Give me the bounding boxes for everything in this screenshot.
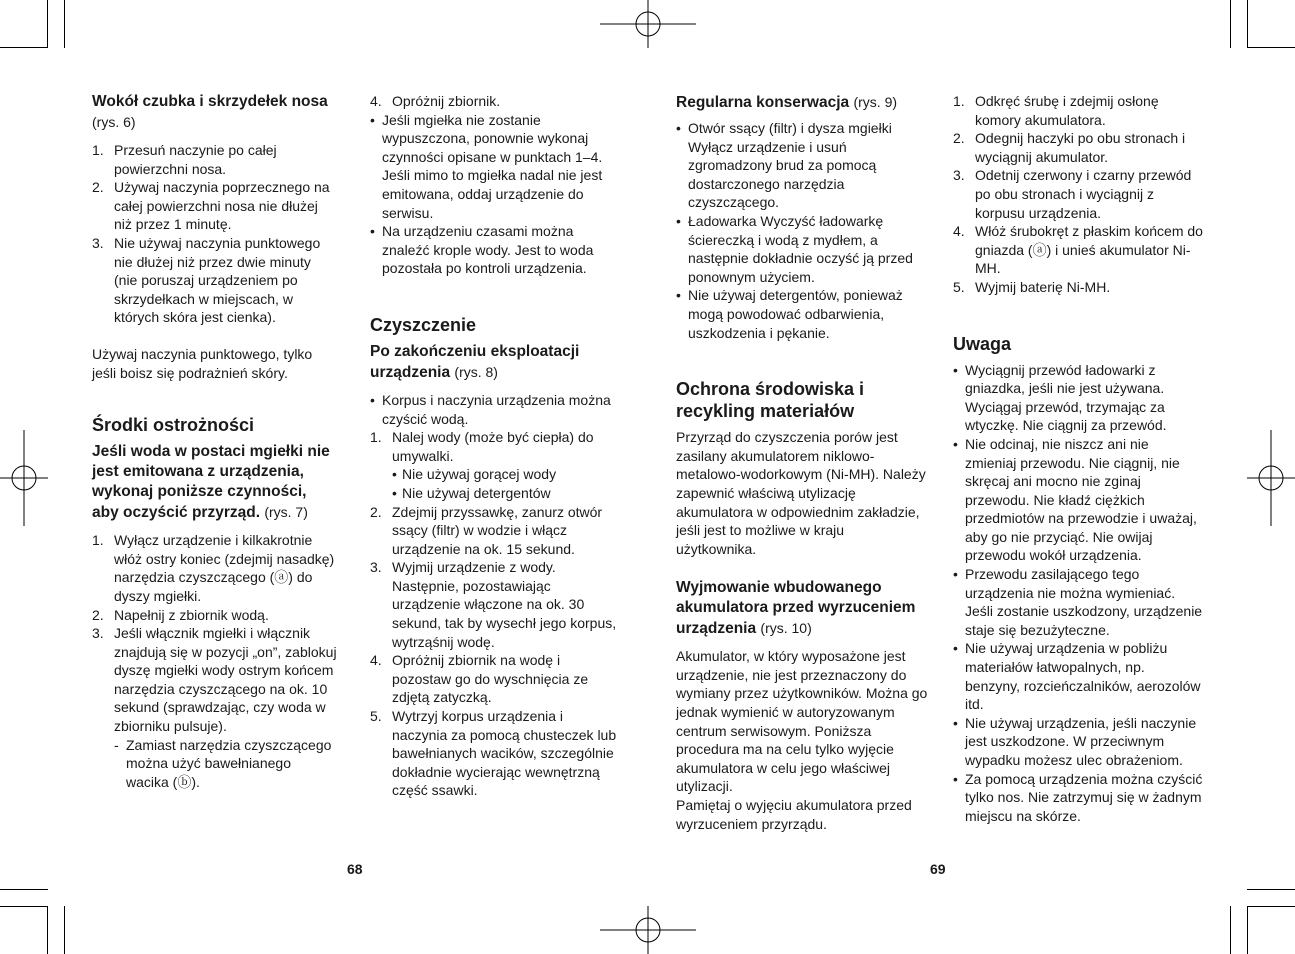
registration-mark-left: [0, 430, 48, 526]
list-item: 1. Wyłącz urządzenie i kilkakrotnie włóż ostry koniec (zdejmij nasadkę) narzędzia czyszczącego (ⓐ) do dyszy mgiełki.: [92, 532, 335, 604]
maintenance-bullets: [676, 119, 928, 342]
list-item: 2. Napełnij z zbiornik wodą.: [92, 606, 269, 623]
list-item: 3. Odetnij czerwony i czarny przewód po obu stronach i wyciągnij z korpusu urządzenia.: [953, 167, 1192, 221]
list-item: 3. Jeśli włącznik mgiełki i włącznik znajdują się w pozycji „on”, zablokuj dyszę mgiełki wody ostrym końcem narzędzia czyszczącego na ok. 10 sekund (sprawdzając, czy woda w zbiorniku pulsuje). - Zamiast narzędzia czyszczącego można użyć bawełnianego wacika (ⓑ).: [92, 625, 337, 790]
list-item: • Nie używaj urządzenia, jeśli naczynie jest uszkodzone. W przeciwnym wypadku możesz ulec obrażeniom.: [953, 714, 1197, 768]
registration-mark-right: [1247, 430, 1295, 526]
column-1: [92, 92, 337, 791]
page-number-right: 69: [930, 861, 946, 877]
list-item: - Zamiast narzędzia czyszczącego można użyć bawełnianego wacika (ⓑ).: [114, 736, 332, 790]
section-maintenance-title: Regularna konserwacja (rys. 9): [676, 94, 898, 111]
section-warning-title: Uwaga: [953, 333, 1012, 354]
section-cleaning-title: Czyszczenie: [370, 314, 477, 335]
list-item: 5. Wytrzyj korpus urządzenia i naczynia za pomocą chusteczek lub bawełnianych wacików, szczególnie dokładnie wycierając wewnętrzną część ssawki.: [370, 708, 617, 799]
environment-text: Przyrząd do czyszczenia porów jest zasilany akumulatorem niklowo-metalowo-wodorkowym (Ni-MH). Należy zapewnić właściwą utylizację akumulatora w odpowiednim zakładzie, jeśli jest to możliwe w kraju użytkownika.: [676, 429, 926, 557]
list-item: • Nie używaj detergentów: [392, 484, 551, 501]
sub-list: [392, 465, 622, 502]
page-number-left: 68: [347, 861, 363, 877]
column-3: [676, 92, 928, 833]
list-item: • Na urządzeniu czasami można znaleźć krople wody. Jest to woda pozostała po kontroli urządzenia.: [370, 223, 594, 277]
cleaning-bullets: [370, 391, 622, 428]
list-item: 4. Opróżnij zbiornik.: [370, 93, 501, 109]
column-2: [370, 92, 622, 800]
nose-steps: [92, 141, 337, 327]
list-item: 2. Zdejmij przyssawkę, zanurz otwór ssący (filtr) w wodzie i włącz urządzenie na ok. 15 sekund.: [370, 503, 603, 557]
section-environment-title: Ochrona środowiska i recykling materiałów: [676, 379, 865, 422]
precautions-steps-cont: [370, 92, 622, 111]
warning-bullets: [953, 361, 1203, 826]
list-item: • Za pomocą urządzenia można czyścić tylko nos. Nie zatrzymuj się w żadnym miejscu na skórze.: [953, 770, 1203, 824]
precautions-steps: [92, 531, 337, 791]
list-item: • Przewodu zasilającego tego urządzenia nie można wymieniać. Jeśli zostanie uszkodzony, urządzenie staje się bezużyteczne.: [953, 566, 1203, 638]
list-item: • Nie używaj urządzenia w pobliżu materiałów łatwopalnych, np. benzyny, rozcieńczalników, aerozolów itd.: [953, 640, 1201, 713]
column-4: [953, 92, 1203, 825]
list-item: • Korpus i naczynia urządzenia można czyścić wodą.: [370, 391, 611, 427]
registration-mark-top: [600, 0, 696, 48]
list-item: • Nie odcinaj, nie niszcz ani nie zmieniaj przewodu. Nie ciągnij, nie skręcaj ani mocno nie zginaj przewodu. Nie kładź ciężkich przedmiotów na przewodzie i uważaj, aby go nie przyciąć. Nie owijaj przewodu wokół urządzenia.: [953, 435, 1197, 564]
dash-list: [114, 736, 337, 792]
list-item: • Jeśli mgiełka nie zostanie wypuszczona, ponownie wykonaj czynności opisane w punktach 1–4. Jeśli mimo to mgiełka nadal nie jest emitowana, oddaj urządzenie do serwisu.: [370, 111, 603, 221]
cleaning-subtitle: Po zakończeniu eksploatacji urządzenia (rys. 8): [370, 342, 580, 381]
list-item: 2. Odegnij haczyki po obu stronach i wyciągnij akumulator.: [953, 130, 1186, 165]
cleaning-steps: [370, 428, 622, 800]
nose-note: Używaj naczynia punktowego, tylko jeśli boisz się podrażnień skóry.: [92, 345, 313, 381]
section-nose-title: Wokół czubka i skrzydełek nosa (rys. 6): [92, 93, 328, 130]
list-item: 3. Wyjmij urządzenie z wody. Następnie, pozostawiając urządzenie włączone na ok. 30 sekund, tak by wysechł jego korpus, wytrząśnij wodę.: [370, 559, 617, 650]
list-item: • Ładowarka Wyczyść ładowarkę ściereczką i wodą z mydłem, a następnie dokładnie oczyść ją przed ponownym użyciem.: [676, 212, 913, 285]
list-item: • Otwór ssący (filtr) i dysza mgiełki Wyłącz urządzenie i usuń zgromadzony brud za pomocą dostarczonego narzędzia czyszczącego.: [676, 120, 892, 211]
list-item: 4. Opróżnij zbiornik na wodę i pozostaw go do wyschnięcia ze zdjętą zatyczką.: [370, 652, 589, 706]
list-item: 1. Nalej wody (może być ciepła) do umywalki. • Nie używaj gorącej wody • Nie używaj detergentów: [370, 428, 622, 502]
list-item: 1. Przesuń naczynie po całej powierzchni nosa.: [92, 142, 277, 177]
registration-mark-bottom: [600, 906, 696, 954]
section-precautions-title: Środki ostrożności: [92, 415, 255, 436]
list-item: • Wyciągnij przewód ładowarki z gniazdka, jeśli nie jest używana. Wyciągaj przewód, trzymając za wtyczkę. Nie ciągnij za przewód.: [953, 361, 1167, 434]
list-item: 4. Włóż śrubokręt z płaskim końcem do gniazda (ⓐ) i unieś akumulator Ni-MH.: [953, 223, 1203, 277]
list-item: 2. Używaj naczynia poprzecznego na całej powierzchni nosa nie dłużej niż przez 1 minutę.: [92, 179, 330, 233]
battery-removal-text: Akumulator, w który wyposażone jest urządzenie, nie jest przeznaczony do wymiany przez użytkowników. Można go jednak wymienić w autoryzowanym centrum serwisowym. Poniższa procedura ma na celu tylko wyjęcie akumulatora w celu jego właściwej utylizacji.: [676, 648, 928, 795]
list-item: 1. Odkręć śrubę i zdejmij osłonę komory akumulatora.: [953, 93, 1159, 128]
battery-removal-text-2: Pamiętaj o wyjęciu akumulatora przed wyrzuceniem przyrządu.: [676, 797, 912, 832]
list-item: 3. Nie używaj naczynia punktowego nie dłużej niż przez dwie minuty (nie poruszaj urządzeniem po skrzydełkach w miejscach, w których skóra jest cienka).: [92, 234, 321, 326]
battery-steps: [953, 92, 1203, 297]
list-item: • Nie używaj detergentów, ponieważ mogą powodować odbarwienia, uszkodzenia i pękanie.: [676, 287, 903, 341]
list-item: • Nie używaj gorącej wody: [392, 466, 557, 483]
list-item: 5. Wyjmij baterię Ni-MH.: [953, 278, 1111, 295]
precautions-subtitle: Jeśli woda w postaci mgiełki nie jest emitowana z urządzenia, wykonaj poniższe czynności, aby oczyścić przyrząd. (rys. 7): [92, 443, 330, 522]
section-battery-removal-title: Wyjmowanie wbudowanego akumulatora przed wyrzuceniem urządzenia (rys. 10): [676, 579, 916, 638]
precautions-bullets: [370, 111, 622, 278]
